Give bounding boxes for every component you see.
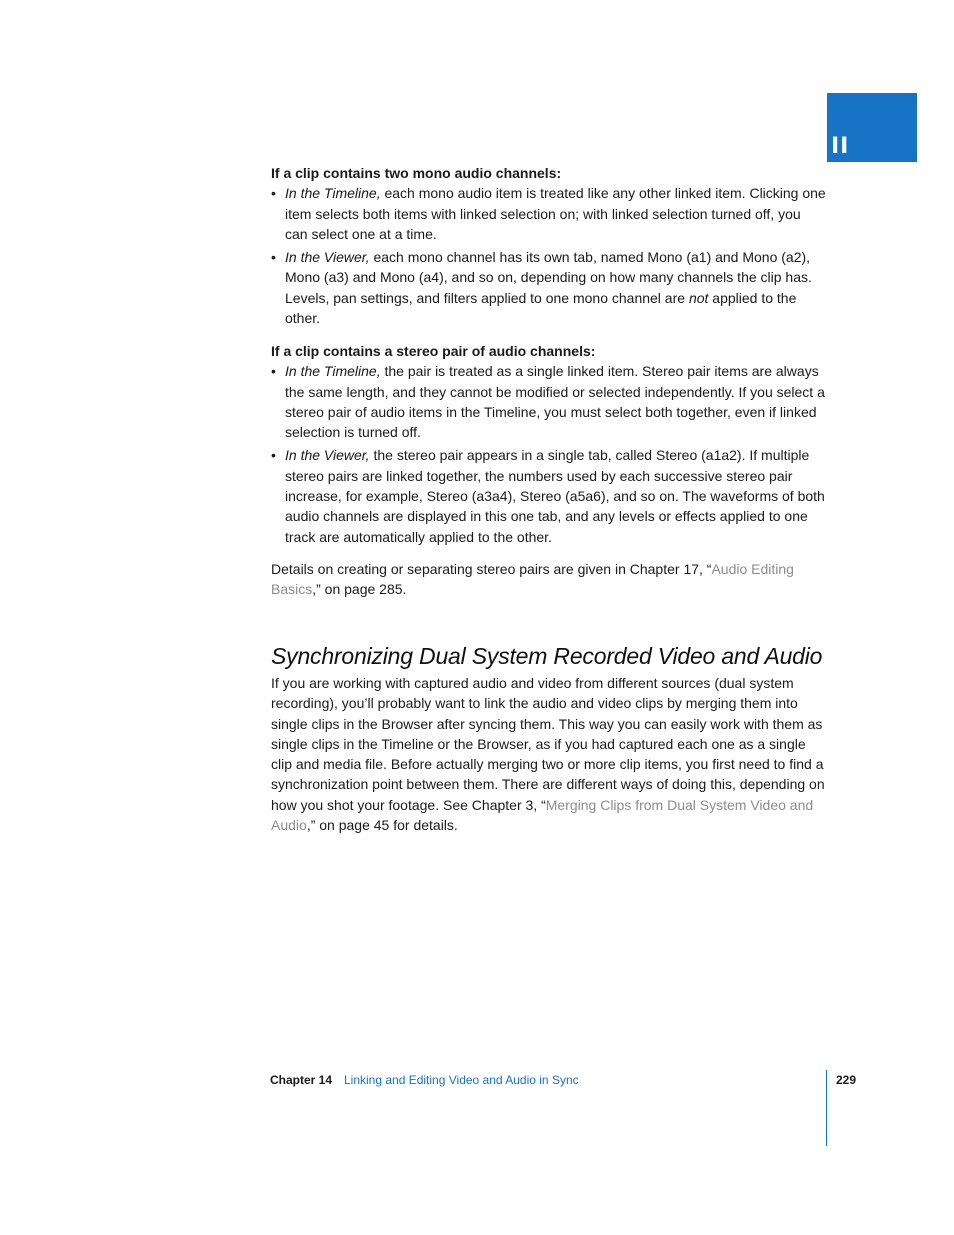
section-body: If you are working with captured audio and video from different sources (dual system recording), you’ll probably want to link the audio and video clips by merging them into single clips in the Browser after syncing them. This way you can easily work with them as single clips in the Timeline or the Browser, as if you had captured each one as a single clip and media file. Before actually merging two or more clip items, you first need to find a synchronization point between them. There are different ways of doing this, depending on how you shot your footage. See Chapter 3, “Merging Clips from Dual System Video and Audio,” on page 45 for details. bbox=[271, 675, 825, 834]
mono-list bbox=[271, 183, 827, 328]
list-item: • In the Viewer, the stereo pair appears in a single tab, called Stereo (a1a2). If multiple stereo pairs are linked together, the numbers used by each successive stereo pair increase, for example, Stereo (a3a4), Stereo (a5a6), and so on. The waveforms of both audio channels are displayed in this one tab, and any levels or effects applied to one track are automatically applied to the other. bbox=[271, 445, 827, 546]
part-tab bbox=[827, 93, 917, 162]
section-title: Synchronizing Dual System Recorded Video and Audio bbox=[271, 643, 823, 669]
footer-divider bbox=[826, 1070, 827, 1146]
mono-heading: If a clip contains two mono audio channels: bbox=[271, 165, 562, 181]
stereo-heading: If a clip contains a stereo pair of audio channels: bbox=[271, 343, 596, 359]
details-paragraph: Details on creating or separating stereo pairs are given in Chapter 17, “Audio Editing Basics,” on page 285. bbox=[271, 561, 794, 598]
part-tab-label: II bbox=[831, 134, 850, 159]
stereo-list bbox=[271, 361, 827, 547]
mono-section bbox=[271, 163, 827, 331]
stereo-section bbox=[271, 341, 827, 550]
list-item: • In the Viewer, each mono channel has its own tab, named Mono (a1) and Mono (a2), Mono (a3) and Mono (a4), and so on, depending on how many channels the clip has. Levels, pan settings, and filters applied to one mono channel are not applied to the other. bbox=[271, 247, 827, 328]
audio-editing-basics-link[interactable]: Audio Editing Basics bbox=[271, 561, 794, 598]
merging-clips-link[interactable]: Merging Clips from Dual System Video and Audio bbox=[271, 796, 814, 834]
list-item: • In the Timeline, the pair is treated as a single linked item. Stereo pair items are always the same length, and they cannot be modified or selected independently. If you select a stereo pair of audio items in the Timeline, you must select both together, even if linked selection is turned off. bbox=[271, 361, 827, 442]
list-item: • In the Timeline, each mono audio item is treated like any other linked item. Clicking one item selects both items with linked selection on; with linked selection turned off, you can select one at a time. bbox=[271, 183, 827, 244]
footer-chapter: Chapter 14 bbox=[270, 1073, 333, 1087]
page-number: 229 bbox=[836, 1073, 857, 1087]
footer-chapter-title[interactable]: Linking and Editing Video and Audio in Sync bbox=[344, 1073, 579, 1087]
